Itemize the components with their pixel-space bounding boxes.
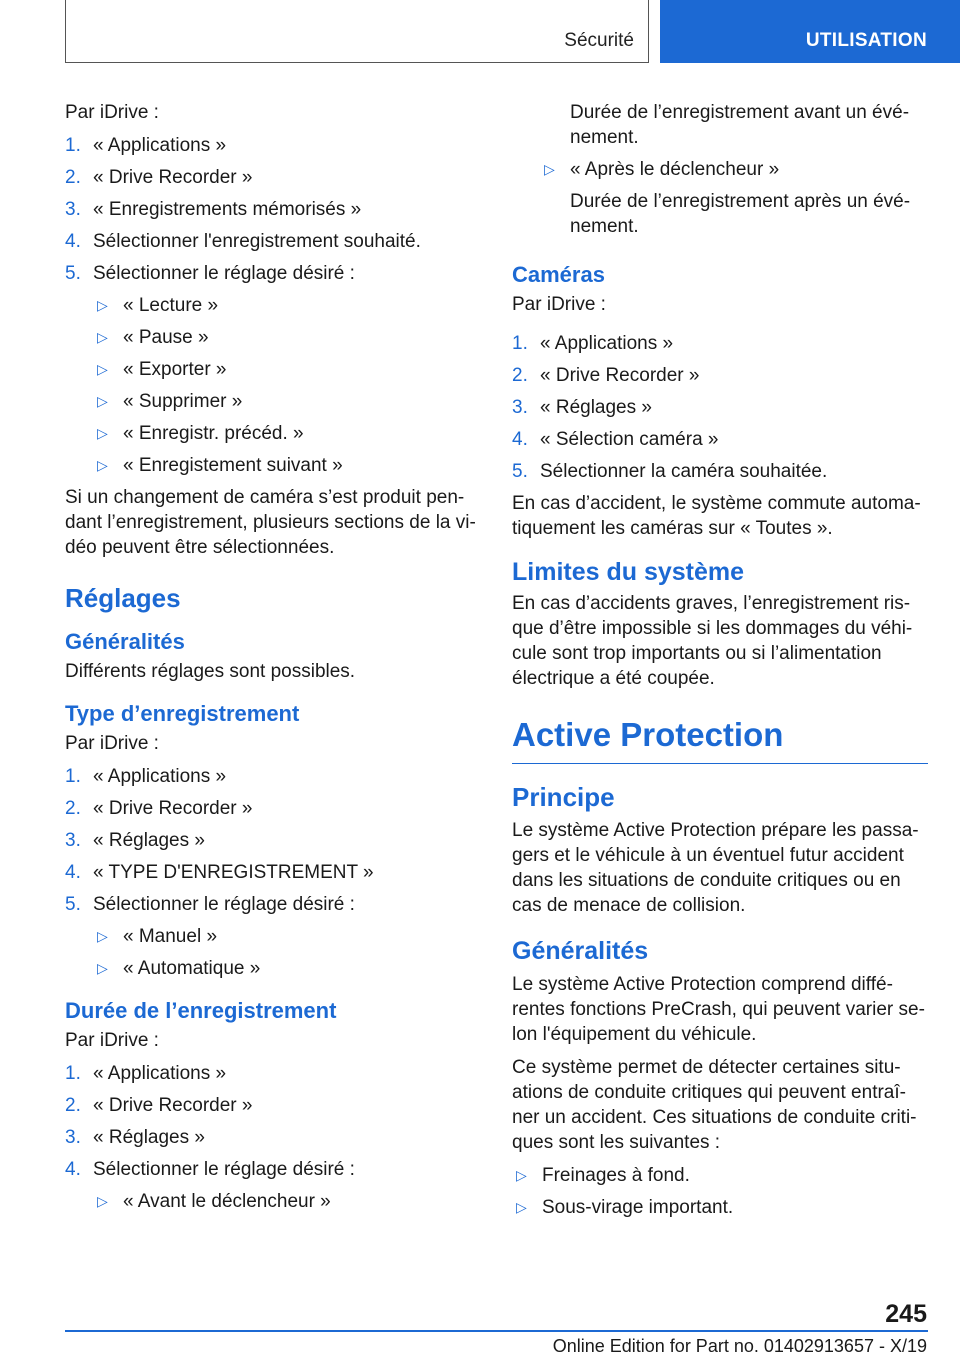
triangle-right-outline-icon: ▷ [516,1199,527,1215]
list-item: 4. Sélectionner le réglage désiré : [65,1159,355,1180]
step-number: 1. [65,766,81,787]
subheading-duree-enregistrement: Durée de l’enregistrement [65,998,337,1023]
paragraph: Ce système permet de détecter certaines situ-ations de conduite critiques qui peuvent entraî-ner un accident. Ces situations de conduite criti-ques sont les suivantes : [512,1057,917,1153]
list-item: ▷ « Pause » [65,325,477,350]
list-item: ▷ Freinages à fond. [512,1163,928,1188]
list-item: 3. « Réglages » [65,1127,205,1148]
section-heading-generalites: Généralités [512,937,649,965]
triangle-right-outline-icon: ▷ [544,161,555,177]
header-section-box [65,0,649,63]
list-item: ▷ « Supprimer » [65,389,477,414]
options-list [65,924,477,981]
steps-list [65,764,477,917]
paragraph: Différents réglages sont possibles. [65,661,356,682]
steps-list [65,1061,477,1182]
list-item: ▷ « Exporter » [65,357,477,382]
triangle-right-outline-icon: ▷ [97,297,108,313]
list-item: 1. « Applications » [65,1063,227,1084]
list-item: ▷ « Après le déclencheur » [512,157,928,182]
list-item: 1. « Applications » [65,766,227,787]
step-number: 4. [512,429,528,450]
step-number: 2. [65,798,81,819]
list-item: ▷ « Enregistr. précéd. » [65,421,477,446]
list-item: 2. « Drive Recorder » [65,167,253,188]
option-description: Durée de l’enregistrement après un évé-nement. [570,191,911,237]
paragraph: Le système Active Protection comprend diffé-rentes fonctions PreCrash, qui peuvent varier se-lon l'équipement du véhicule. [512,974,925,1045]
list-item: ▷ « Lecture » [65,293,477,318]
step-number: 2. [512,365,528,386]
options-list [512,157,928,182]
step-number: 1. [65,135,81,156]
subheading-type-enregistrement: Type d’enregistrement [65,701,300,726]
list-item: ▷ « Enregistement suivant » [65,453,477,478]
left-column [65,100,477,1221]
intro-text: Par iDrive : [65,1030,159,1051]
paragraph: En cas d’accidents graves, l’enregistrement ris-que d’être impossible si les dommages du véhi-cule sont trop importants ou si l’alimentation électrique a été coupée. [512,593,913,689]
list-item: 4. « Sélection caméra » [512,429,719,450]
footer-divider [65,1330,928,1332]
footer-edition: Online Edition for Part no. 01402913657 - X/19 [552,1336,927,1356]
triangle-right-outline-icon: ▷ [97,425,108,441]
steps-list [512,331,928,484]
triangle-right-outline-icon: ▷ [516,1167,527,1183]
triangle-right-outline-icon: ▷ [97,361,108,377]
intro-text: Par iDrive : [65,733,159,754]
step-number: 3. [512,397,528,418]
header-chapter-tab [660,0,960,63]
header-chapter-title: UTILISATION [805,30,927,51]
triangle-right-outline-icon: ▷ [97,928,108,944]
list-item: 3. « Réglages » [65,830,205,851]
page-number: 245 [885,1300,927,1328]
list-item: ▷ Sous-virage important. [512,1195,928,1220]
option-description: Durée de l’enregistrement avant un évé-nement. [570,102,910,148]
step-number: 4. [65,231,81,252]
step-number: 4. [65,1159,81,1180]
triangle-right-outline-icon: ▷ [97,329,108,345]
section-heading-principe: Principe [512,782,615,812]
chapter-heading-active-protection: Active Protection [512,715,928,764]
list-item: 4. Sélectionner l'enregistrement souhaité. [65,231,421,252]
steps-list [65,133,477,286]
triangle-right-outline-icon: ▷ [97,1193,108,1209]
intro-text: Par iDrive : [65,102,159,123]
intro-text: Par iDrive : [512,294,606,315]
step-number: 3. [65,1127,81,1148]
subheading-cameras: Caméras [512,262,605,287]
step-number: 5. [512,461,528,482]
section-heading-limites: Limites du système [512,558,745,586]
header-section-title: Sécurité [564,30,634,51]
list-item: 5. Sélectionner le réglage désiré : [65,263,355,284]
step-number: 1. [65,1063,81,1084]
triangle-right-outline-icon: ▷ [97,960,108,976]
list-item: 4. « TYPE D'ENREGISTREMENT » [65,862,374,883]
step-number: 3. [65,830,81,851]
section-heading-reglages: Réglages [65,583,181,613]
list-item: 3. « Réglages » [512,397,652,418]
triangle-right-outline-icon: ▷ [97,393,108,409]
options-list [65,1189,477,1214]
list-item: 3. « Enregistrements mémorisés » [65,199,362,220]
options-list [65,293,477,478]
list-item: 2. « Drive Recorder » [512,365,700,386]
triangle-right-outline-icon: ▷ [97,457,108,473]
list-item: 2. « Drive Recorder » [65,1095,253,1116]
list-item: 2. « Drive Recorder » [65,798,253,819]
paragraph: Si un changement de caméra s’est produit pen-dant l’enregistrement, plusieurs sections de la vi-déo peuvent être sélectionnées. [65,487,476,558]
paragraph: En cas d’accident, le système commute automa-tiquement les caméras sur « Toutes ». [512,493,921,539]
step-number: 1. [512,333,528,354]
list-item: ▷ « Avant le déclencheur » [65,1189,477,1214]
right-column [512,100,928,1227]
list-item: 1. « Applications » [512,333,674,354]
list-item: 1. « Applications » [65,135,227,156]
list-item: 5. Sélectionner la caméra souhaitée. [512,461,828,482]
step-number: 2. [65,1095,81,1116]
list-item: ▷ « Manuel » [65,924,477,949]
list-item: ▷ « Automatique » [65,956,477,981]
subheading-generalites: Généralités [65,629,185,654]
step-number: 5. [65,894,81,915]
bullet-list [512,1163,928,1220]
list-item: 5. Sélectionner le réglage désiré : [65,894,355,915]
step-number: 3. [65,199,81,220]
step-number: 2. [65,167,81,188]
paragraph: Le système Active Protection prépare les passa-gers et le véhicule à un éventuel futur accident dans les situations de conduite critiques ou en cas de menace de collision. [512,820,919,916]
step-number: 5. [65,263,81,284]
step-number: 4. [65,862,81,883]
